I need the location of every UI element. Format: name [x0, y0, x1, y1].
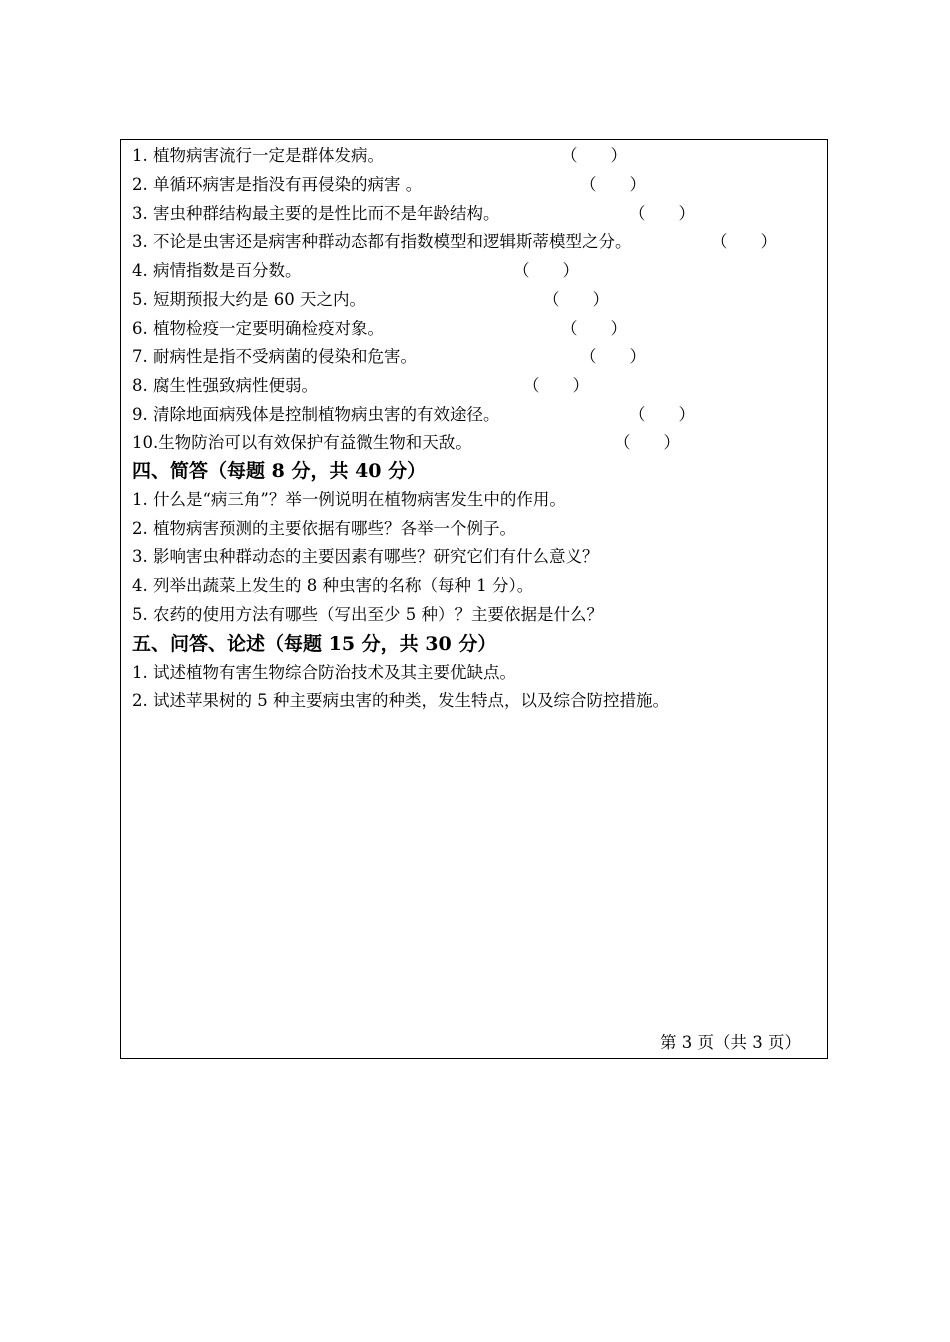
- short-answer-item-5: 5. 农药的使用方法有哪些（写出至少 5 种）？主要依据是什么？: [132, 605, 603, 624]
- answer-blank-2[interactable]: （ ）: [580, 175, 646, 194]
- judgement-item-2: 2. 单循环病害是指没有再侵染的病害 。: [132, 175, 423, 194]
- judgement-item-4: 3. 不论是虫害还是病害种群动态都有指数模型和逻辑斯蒂模型之分。: [132, 232, 632, 251]
- answer-blank-5[interactable]: （ ）: [513, 261, 579, 280]
- answer-blank-11[interactable]: （ ）: [614, 433, 680, 452]
- answer-blank-8[interactable]: （ ）: [580, 347, 646, 366]
- judgement-item-9: 8. 腐生性强致病性便弱。: [132, 376, 318, 395]
- answer-blank-9[interactable]: （ ）: [523, 376, 589, 395]
- judgement-item-7: 6. 植物检疫一定要明确检疫对象。: [132, 319, 384, 338]
- short-answer-item-4: 4. 列举出蔬菜上发生的 8 种虫害的名称（每种 1 分）。: [132, 576, 534, 595]
- answer-blank-10[interactable]: （ ）: [629, 405, 695, 424]
- answer-blank-3[interactable]: （ ）: [629, 204, 695, 223]
- judgement-item-8: 7. 耐病性是指不受病菌的侵染和危害。: [132, 347, 417, 366]
- short-answer-item-2: 2. 植物病害预测的主要依据有哪些？各举一个例子。: [132, 519, 516, 538]
- section-4-heading: 四、简答（每题 8 分，共 40 分）: [132, 460, 427, 482]
- answer-blank-4[interactable]: （ ）: [711, 232, 777, 251]
- short-answer-item-1: 1. 什么是“病三角”？举一例说明在植物病害发生中的作用。: [132, 490, 566, 509]
- answer-blank-7[interactable]: （ ）: [561, 319, 627, 338]
- judgement-item-1: 1. 植物病害流行一定是群体发病。: [132, 146, 384, 165]
- judgement-item-10: 9. 清除地面病残体是控制植物病虫害的有效途径。: [132, 405, 500, 424]
- judgement-item-11: 10.生物防治可以有效保护有益微生物和天敌。: [132, 433, 472, 452]
- answer-blank-6[interactable]: （ ）: [543, 290, 609, 309]
- short-answer-item-3: 3. 影响害虫种群动态的主要因素有哪些？研究它们有什么意义？: [132, 547, 599, 566]
- essay-item-1: 1. 试述植物有害生物综合防治技术及其主要优缺点。: [132, 663, 516, 682]
- judgement-item-3: 3. 害虫种群结构最主要的是性比而不是年龄结构。: [132, 204, 500, 223]
- judgement-item-6: 5. 短期预报大约是 60 天之内。: [132, 290, 366, 309]
- essay-item-2: 2. 试述苹果树的 5 种主要病虫害的种类，发生特点，以及综合防控措施。: [132, 691, 669, 710]
- exam-page-frame: [120, 139, 828, 1059]
- section-5-heading: 五、问答、论述（每题 15 分，共 30 分）: [132, 633, 497, 655]
- judgement-item-5: 4. 病情指数是百分数。: [132, 261, 302, 280]
- page-number-footer: 第 3 页（共 3 页）: [660, 1033, 801, 1052]
- answer-blank-1[interactable]: （ ）: [561, 146, 627, 165]
